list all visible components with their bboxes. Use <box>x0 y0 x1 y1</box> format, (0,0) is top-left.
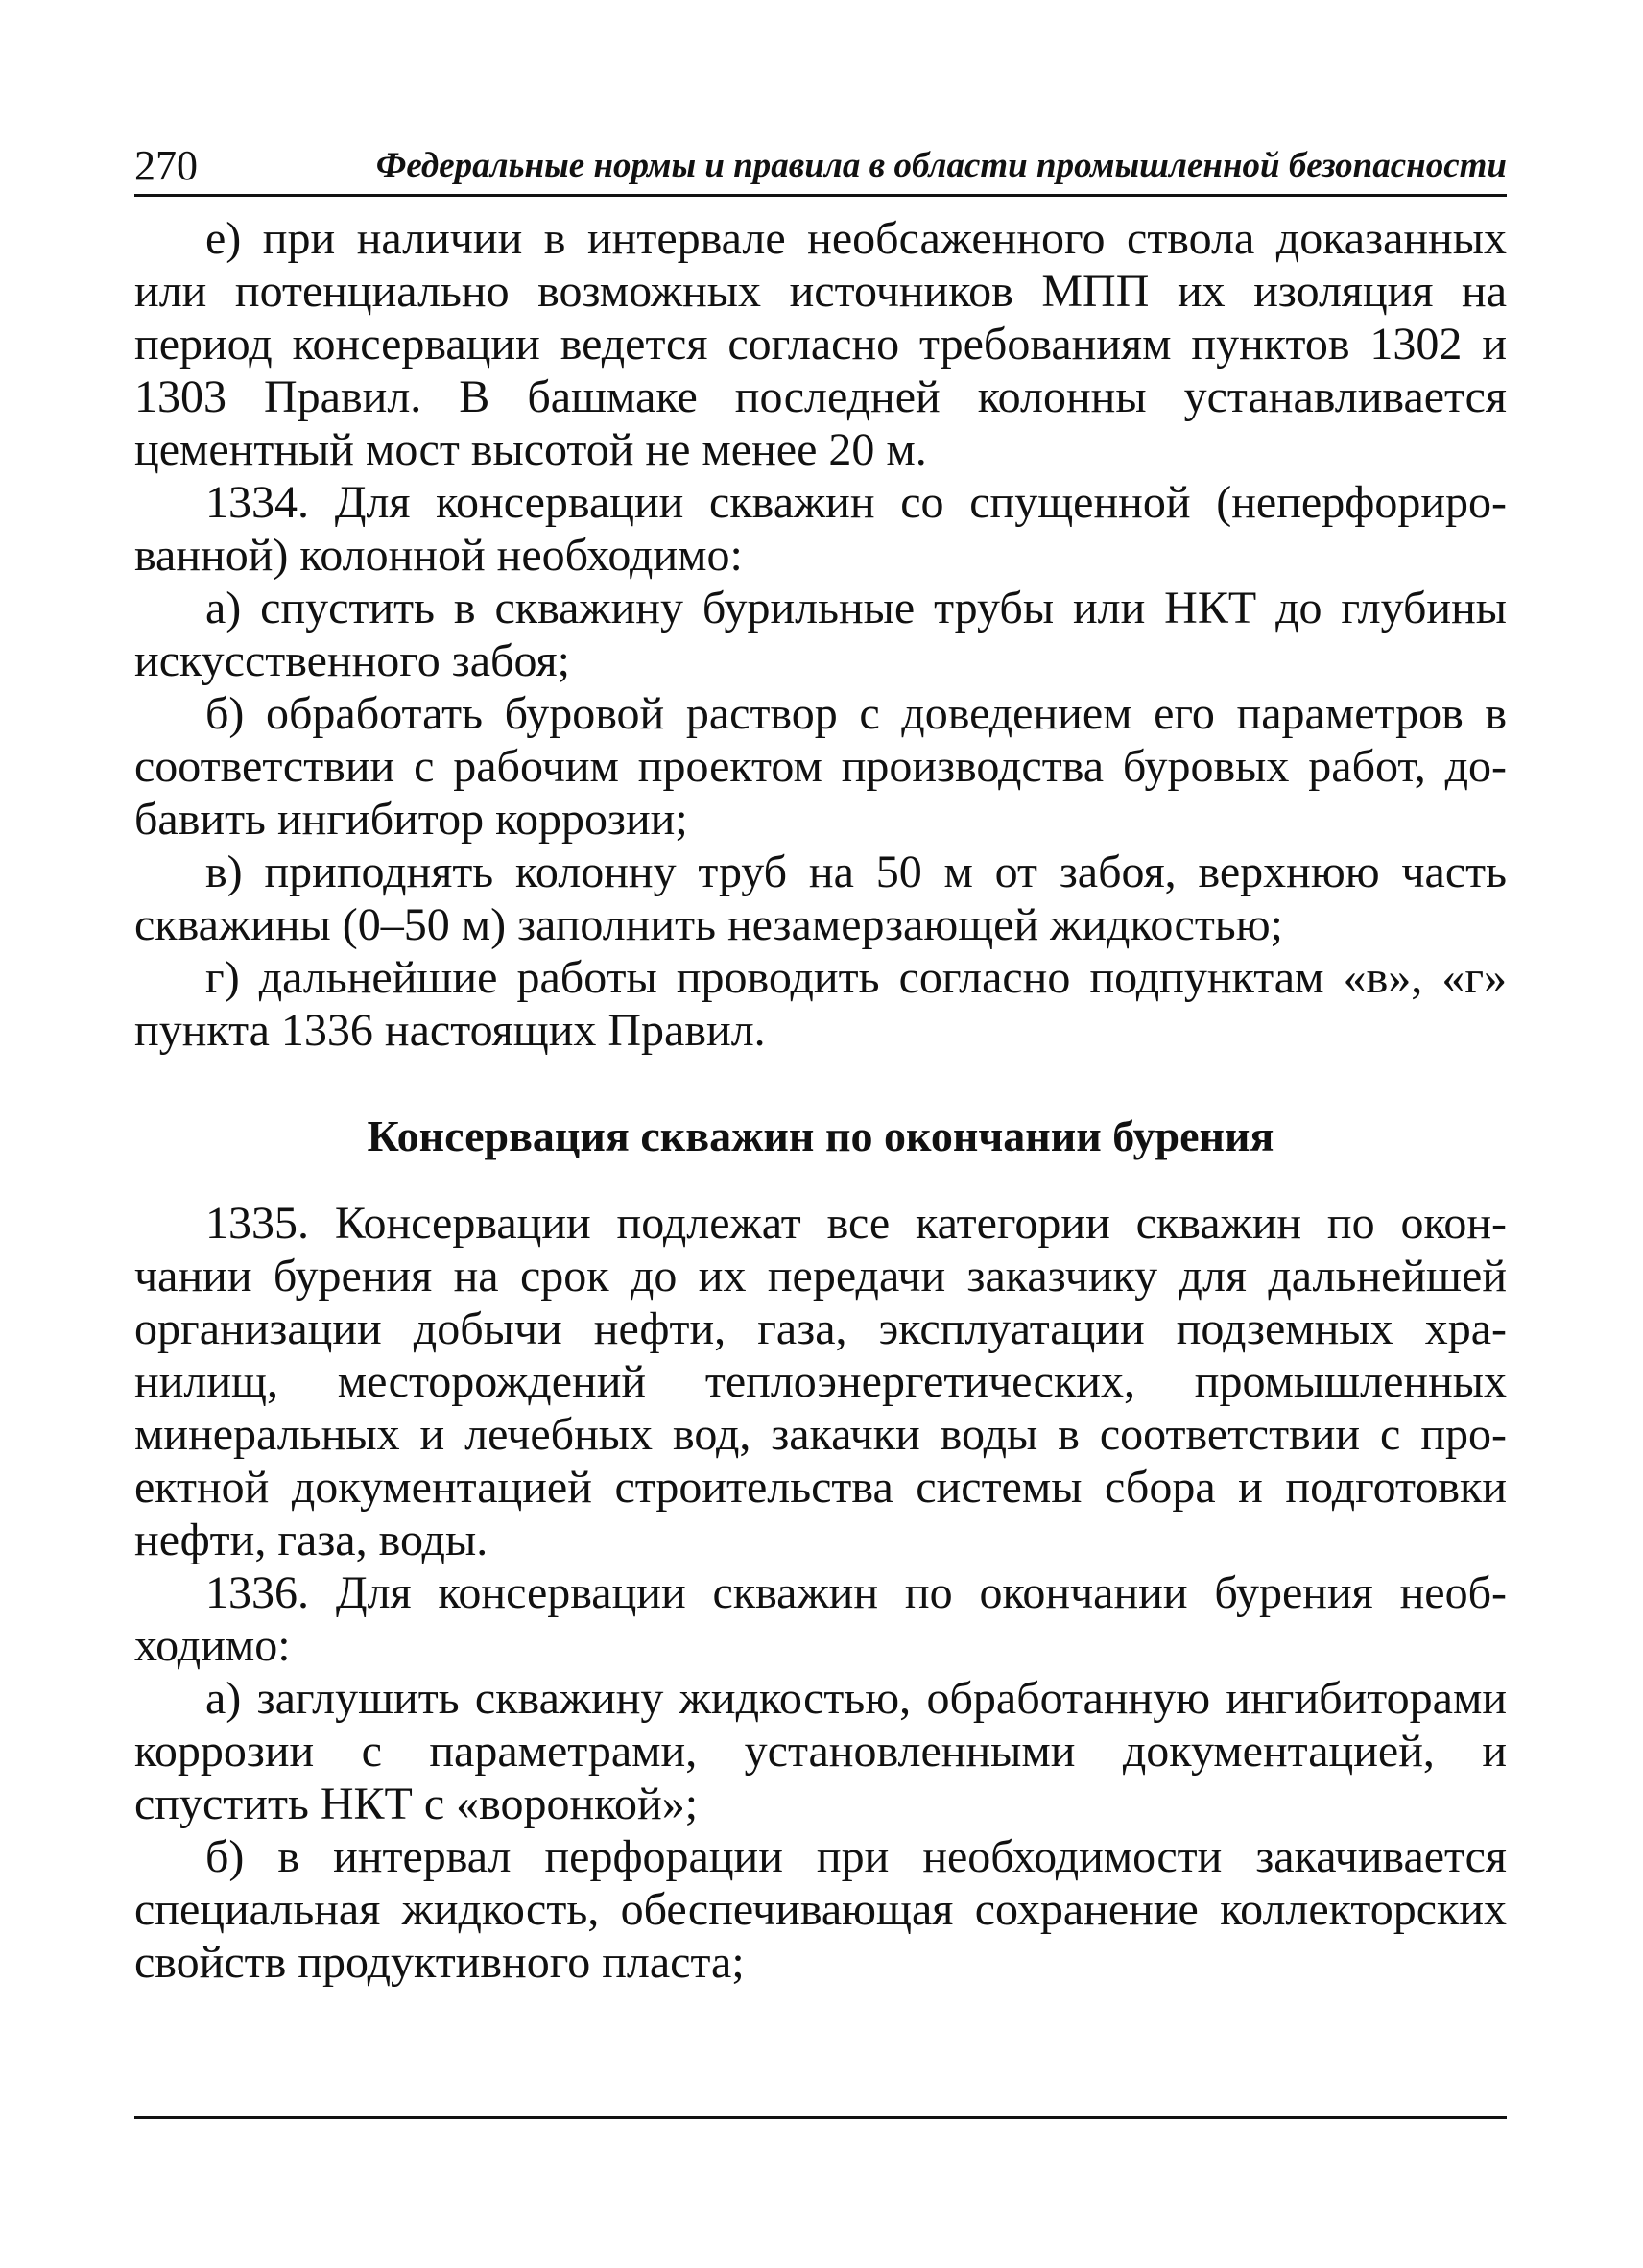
paragraph-1336: 1336. Для консервации скважин по окончании бурения необходимо: <box>134 1567 1507 1671</box>
footer-rule <box>134 2116 1507 2119</box>
page-number: 270 <box>134 142 198 189</box>
section-heading: Консервация скважин по окончании бурения <box>367 1111 1274 1160</box>
paragraph-1336-b: б) в интервал перфорации при необходимости закачивается специальная жидкость, обеспечивающая сохранение коллекторских свойств продуктивного пласта; <box>134 1831 1507 1988</box>
document-page <box>134 134 1507 1989</box>
document-body <box>134 212 1507 1989</box>
paragraph-1334-v: в) приподнять колонну труб на 50 м от забоя, верхнюю часть скважины (0–50 м) заполнить незамерзающей жидкостью; <box>134 847 1507 950</box>
running-title: Федеральные нормы и правила в области промышленной безопасности <box>375 146 1507 185</box>
paragraph-1335: 1335. Консервации подлежат все категории скважин по окончании бурения на срок до их передачи заказчику для дальнейшей организации добычи нефти, газа, эксплуатации подземных хранилищ, месторождений теплоэнергетических, промышленных минеральных и лечебных вод, закачки воды в соответствии с проектной документацией строительства системы сбора и подготовки нефти, газа, воды. <box>134 1198 1507 1565</box>
paragraph-1334-b: б) обработать буровой раствор с доведением его параметров в соответствии с рабочим проектом производства буровых работ, добавить ингибитор коррозии; <box>134 688 1507 845</box>
paragraph-e: е) при наличии в интервале необсаженного ствола доказанных или потенциально возможных источников МПП их изоляция на период консервации ведется согласно требованиям пунктов 1302 и 1303 Правил. В башмаке последней колонны устанавливается цементный мост высотой не менее 20 м. <box>134 213 1507 475</box>
paragraph-1334: 1334. Для консервации скважин со спущенной (неперфорированной) колонной необходимо: <box>134 477 1507 581</box>
paragraph-1336-a: а) заглушить скважину жидкостью, обработанную ингибиторами коррозии с параметрами, установленными документацией, и спустить НКТ с «воронкой»; <box>134 1673 1507 1829</box>
paragraph-1334-g: г) дальнейшие работы проводить согласно подпунктам «в», «г» пункта 1336 настоящих Правил. <box>134 952 1507 1056</box>
paragraph-1334-a: а) спустить в скважину бурильные трубы или НКТ до глубины искусственного забоя; <box>134 583 1507 686</box>
page-header <box>134 134 1507 197</box>
